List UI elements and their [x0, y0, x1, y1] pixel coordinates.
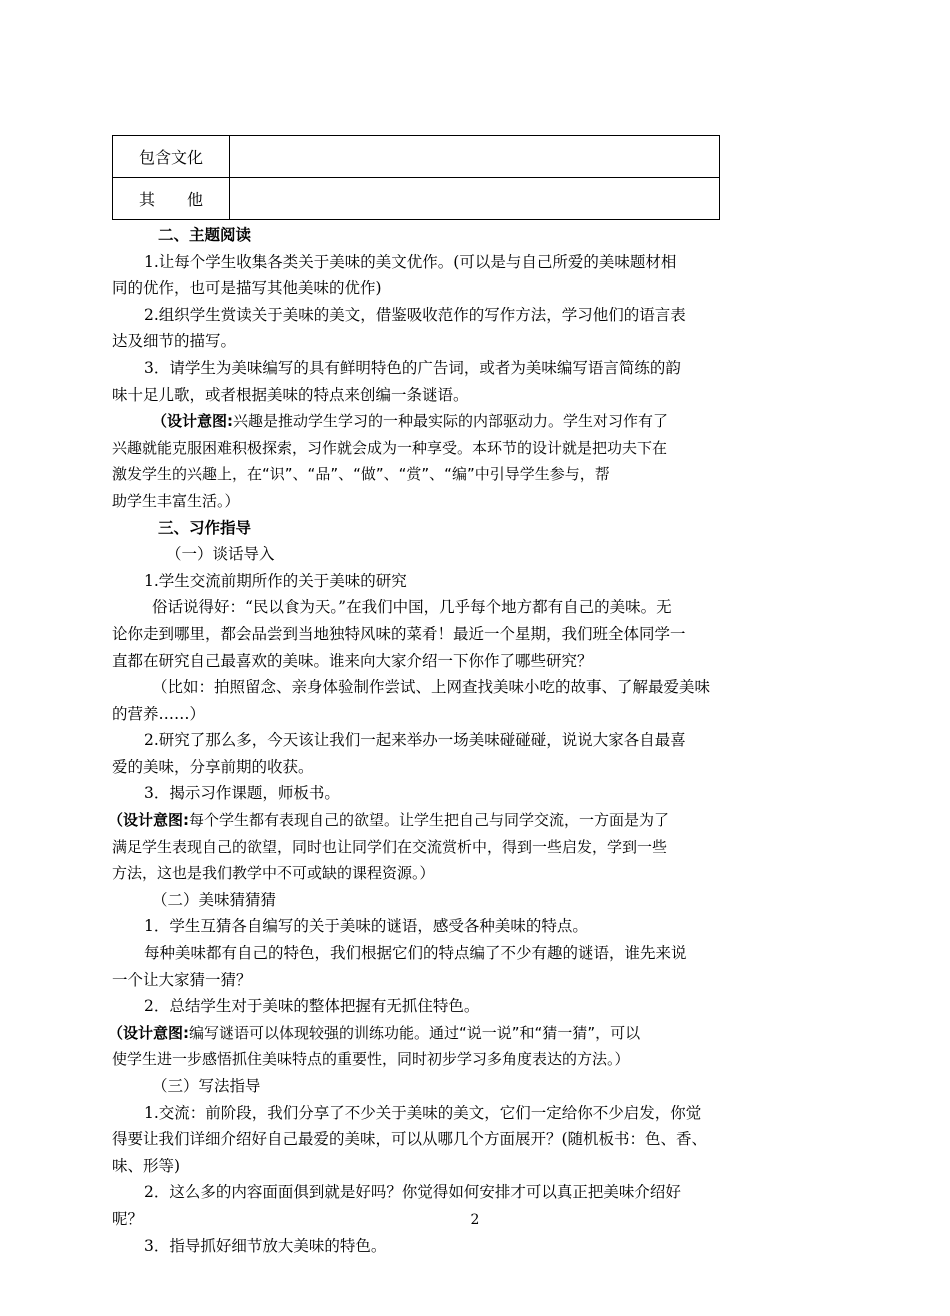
subheading: （二）美味猜猜猜 — [152, 890, 277, 909]
paragraph-line: 直都在研究自己最喜欢的美味。谁来向大家介绍一下你作了哪些研究？ — [112, 651, 593, 670]
body-text — [108, 222, 784, 1259]
design-intent-label: （设计意图: — [108, 1023, 189, 1042]
design-intent-line: 满足学生表现自己的欲望，同时也让同学们在交流赏析中，得到一些启发，学到一些 — [112, 837, 668, 856]
paragraph-line: 呢？ — [112, 1209, 144, 1228]
paragraph-line: 1．学生互猜各自编写的关于美味的谜语，感受各种美味的特点。 — [144, 917, 588, 936]
design-intent-line: （设计意图:兴趣是推动学生学习的一种最实际的内部驱动力。学生对习作有了 — [152, 412, 669, 431]
design-intent-line: 激发学生的兴趣上，在“识”、“品”、“做”、“赏”、“编”中引导学生参与，帮 — [112, 465, 610, 484]
paragraph-line: 2.组织学生赏读关于美味的美文，借鉴吸收范作的写作方法，学习他们的语言表 — [144, 305, 686, 324]
paragraph-line: 2．总结学生对于美味的整体把握有无抓住特色。 — [144, 997, 480, 1016]
paragraph-line: 俗话说得好：“民以食为天。”在我们中国，几乎每个地方都有自己的美味。无 — [152, 598, 672, 617]
paragraph-line: 一个让大家猜一猜？ — [112, 970, 252, 989]
design-intent-line: 使学生进一步感悟抓住美味特点的重要性，同时初步学习多角度表达的方法。） — [112, 1050, 630, 1069]
table-value-culture — [230, 136, 720, 178]
paragraph-line: 3．请学生为美味编写的具有鲜明特色的广告词，或者为美味编写语言简练的韵 — [144, 358, 681, 377]
page-number: 2 — [470, 1212, 480, 1228]
design-intent-line: （设计意图:每个学生都有表现自己的欲望。让学生把自己与同学交流，一方面是为了 — [108, 811, 670, 830]
table-row — [113, 178, 720, 220]
table-label-other: 其 他 — [113, 178, 230, 220]
paragraph-line: 论你走到哪里，都会品尝到当地独特风味的菜肴！最近一个星期，我们班全体同学一 — [112, 624, 686, 643]
paragraph-line: 1.让每个学生收集各类关于美味的美文优作。(可以是与自己所爱的美味题材相 — [144, 252, 677, 271]
section-heading-reading: 二、主题阅读 — [158, 225, 252, 244]
paragraph-line: 达及细节的描写。 — [112, 332, 237, 351]
design-intent-label: （设计意图: — [152, 412, 233, 431]
section-heading-guidance: 三、习作指导 — [158, 517, 252, 537]
paragraph-line: （比如：拍照留念、亲身体验制作尝试、上网查找美味小吃的故事、了解最爱美味 — [152, 678, 711, 697]
subheading: （三）写法指导 — [152, 1077, 261, 1095]
paragraph-line: 同的优作，也可是描写其他美味的优作) — [112, 279, 382, 298]
paragraph-line: 3．揭示习作课题，师板书。 — [144, 784, 340, 803]
subheading: （一）谈话导入 — [166, 545, 275, 564]
table-label-culture: 包含文化 — [113, 136, 230, 178]
design-intent-line: 兴趣就能克服困难积极探索，习作就会成为一种享受。本环节的设计就是把功夫下在 — [112, 438, 668, 457]
design-intent-line: （设计意图:编写谜语可以体现较强的训练功能。通过“说一说”和“猜一猜”，可以 — [108, 1023, 641, 1042]
design-intent-label: （设计意图: — [108, 811, 189, 830]
paragraph-line: 爱的美味，分享前期的收获。 — [112, 757, 314, 776]
paragraph-line: 1.交流：前阶段，我们分享了不少关于美味的美文，它们一定给你不少启发，你觉 — [144, 1103, 702, 1122]
paragraph-line: 味、形等) — [112, 1156, 181, 1175]
paragraph-line: 的营养……） — [112, 704, 206, 723]
table-value-other — [230, 178, 720, 220]
paragraph-line: 3．指导抓好细节放大美味的特色。 — [144, 1236, 387, 1255]
paragraph-line: 味十足儿歌，或者根据美味的特点来创编一条谜语。 — [112, 385, 469, 404]
paragraph-line: 得要让我们详细介绍好自己最爱的美味，可以从哪几个方面展开？(随机板书：色、香、 — [112, 1130, 708, 1149]
design-intent-line: 助学生丰富生活。） — [112, 491, 240, 510]
paragraph-line: 2.研究了那么多，今天该让我们一起来举办一场美味碰碰碰，说说大家各自最喜 — [144, 731, 686, 750]
paragraph-line: 2．这么多的内容面面俱到就是好吗？你觉得如何安排才可以真正把美味介绍好 — [144, 1183, 681, 1202]
info-table — [112, 135, 720, 220]
design-intent-line: 方法，这也是我们教学中不可或缺的课程资源。） — [112, 864, 435, 883]
paragraph-line: 1.学生交流前期所作的关于美味的研究 — [144, 571, 407, 590]
paragraph-line: 每种美味都有自己的特色，我们根据它们的特点编了不少有趣的谜语，谁先来说 — [144, 944, 687, 963]
table-row — [113, 136, 720, 178]
